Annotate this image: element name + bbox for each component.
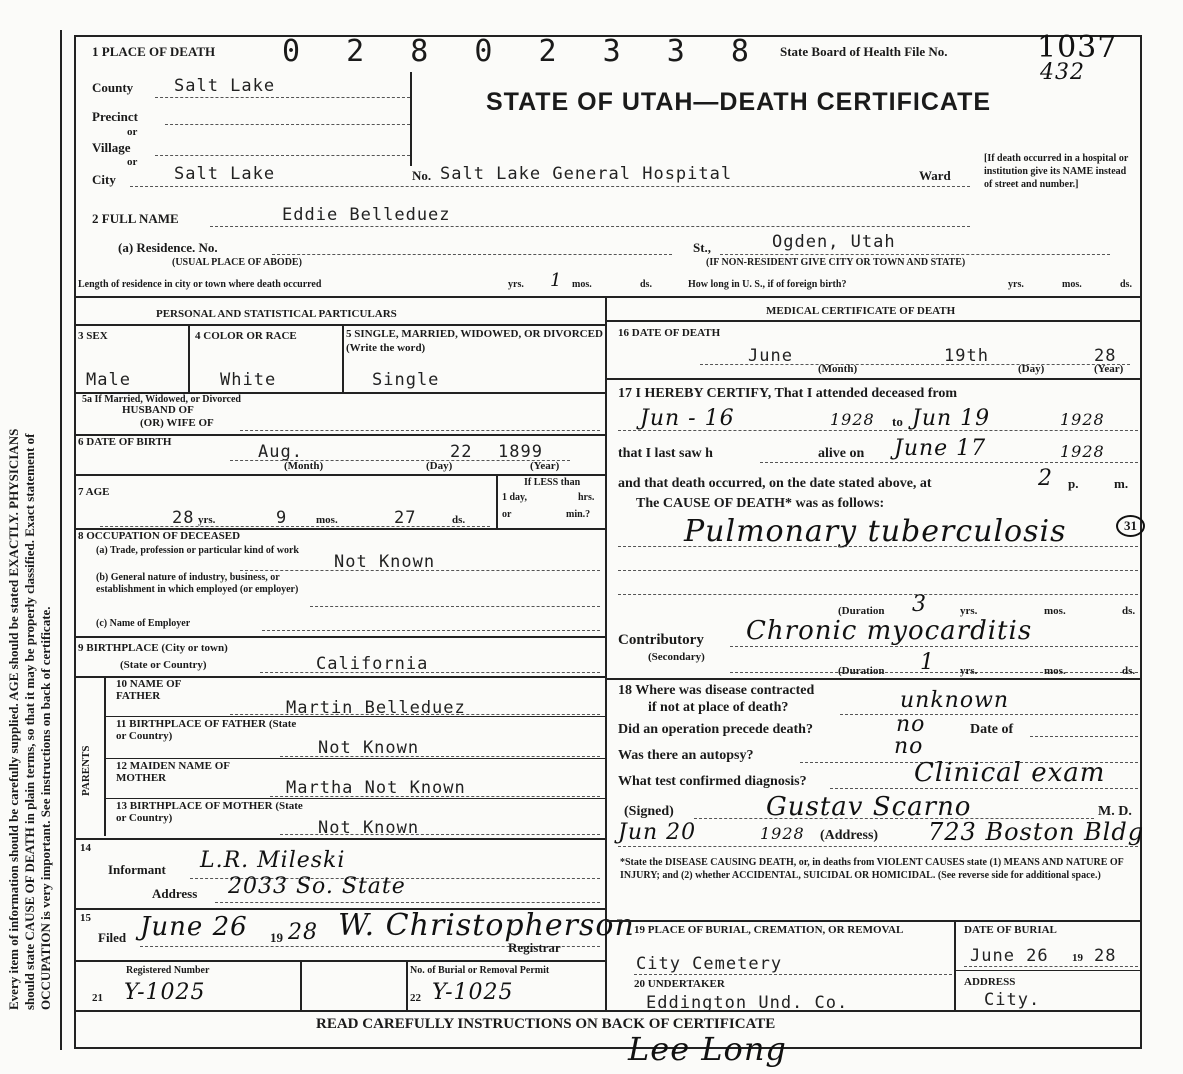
age-yrs-label: yrs. bbox=[198, 514, 216, 526]
footer-signature: Lee Long bbox=[628, 1030, 787, 1068]
res-mos-value: 1 bbox=[550, 270, 563, 291]
employer-label: (c) Name of Employer bbox=[96, 618, 191, 629]
file-no-label: State Board of Health File No. bbox=[780, 44, 948, 59]
age-ds-label: ds. bbox=[452, 514, 466, 526]
last-seen-date: June 17 bbox=[894, 436, 987, 461]
birthplace-label-1: 9 BIRTHPLACE (City or town) bbox=[78, 642, 228, 654]
contributory-value: Chronic myocarditis bbox=[746, 616, 1033, 646]
physician-address-value: 723 Boston Bldg bbox=[928, 818, 1145, 846]
informant-address-label: Address bbox=[152, 886, 198, 901]
less-label-5: min.? bbox=[566, 509, 591, 520]
secondary-label: (Secondary) bbox=[648, 651, 705, 663]
item-22-label: 22 bbox=[410, 992, 421, 1004]
sex-value: Male bbox=[86, 370, 131, 390]
race-label: 4 COLOR OR RACE bbox=[195, 330, 297, 342]
date-of-label: Date of bbox=[970, 722, 1014, 737]
less-label-1: If LESS than bbox=[524, 477, 581, 488]
filed-date: June 26 bbox=[140, 912, 248, 942]
contrib-duration-yrs: 1 bbox=[920, 650, 935, 675]
file-no: 1037 bbox=[1037, 30, 1118, 65]
age-ds: 27 bbox=[394, 508, 417, 528]
dob-day: 22 bbox=[450, 442, 473, 462]
item-18-label-2: if not at place of death? bbox=[648, 700, 789, 715]
us-yrs-label: yrs. bbox=[1008, 279, 1024, 290]
duration-label: (Duration bbox=[838, 605, 885, 617]
death-month: June bbox=[748, 346, 793, 366]
contrib-mos-label: mos. bbox=[1044, 665, 1066, 677]
mother-label: 12 MAIDEN NAME OF MOTHER bbox=[116, 760, 230, 784]
contrib-ds-label: ds. bbox=[1122, 665, 1136, 677]
duration-mos-label: mos. bbox=[1044, 605, 1066, 617]
attended-from: Jun - 16 bbox=[640, 406, 735, 431]
res-mos-label: mos. bbox=[572, 279, 592, 290]
nonresident-note: (IF NON-RESIDENT GIVE CITY OR TOWN AND STATE) bbox=[706, 257, 966, 268]
marital-label: 5 SINGLE, MARRIED, WIDOWED, OR DIVORCED (Write the word) bbox=[346, 328, 603, 354]
occupation-label: 8 OCCUPATION OF DECEASED bbox=[78, 530, 241, 542]
contracted-value: unknown bbox=[900, 688, 1010, 713]
margin-note-line2: should state CAUSE OF DEATH in plain terms, so that it may be properly classified. Exact statement of bbox=[22, 433, 37, 1010]
autopsy-label: Was there an autopsy? bbox=[618, 748, 754, 763]
attended-to: Jun 19 bbox=[912, 406, 991, 431]
no-label: No. bbox=[412, 168, 432, 183]
age-label: 7 AGE bbox=[78, 486, 110, 498]
ward-note: [If death occurred in a hospital or institution give its NAME instead of street and number.] bbox=[984, 153, 1129, 190]
street-label: St., bbox=[693, 240, 712, 255]
alive-on-label: alive on bbox=[818, 446, 865, 461]
informant-value: L.R. Mileski bbox=[200, 848, 346, 873]
sex-label: 3 SEX bbox=[78, 330, 108, 342]
or-label-1: or bbox=[127, 126, 138, 138]
mother-birthplace-value: Not Known bbox=[318, 818, 420, 838]
how-long-label: How long in U. S., if of foreign birth? bbox=[688, 279, 847, 290]
autopsy-value: no bbox=[894, 734, 924, 759]
contributory-label: Contributory bbox=[618, 632, 704, 648]
personal-section-title: PERSONAL AND STATISTICAL PARTICULARS bbox=[156, 308, 397, 320]
last-saw-label: that I last saw h bbox=[618, 446, 713, 461]
city-value: Salt Lake bbox=[174, 164, 276, 184]
us-ds-label: ds. bbox=[1120, 279, 1132, 290]
ward-label: Ward bbox=[919, 168, 951, 183]
contrib-yrs-label: yrs. bbox=[960, 665, 978, 677]
physician-signature: Gustav Scarno bbox=[766, 792, 972, 822]
attended-from-year: 1928 bbox=[830, 410, 875, 429]
duration-yrs-label: yrs. bbox=[960, 605, 978, 617]
death-date-label: 16 DATE OF DEATH bbox=[618, 327, 721, 339]
burial-date-label: DATE OF BURIAL bbox=[964, 924, 1057, 936]
death-day: 19th bbox=[944, 346, 989, 366]
reg-number-value: Y-1025 bbox=[124, 980, 206, 1005]
reg-number-label: Registered Number bbox=[126, 965, 210, 976]
signed-label: (Signed) bbox=[624, 804, 674, 819]
informant-address-value: 2033 So. State bbox=[228, 874, 406, 899]
father-birthplace-label: 11 BIRTHPLACE OF FATHER (State or Country) bbox=[116, 718, 297, 742]
precinct-label: Precinct bbox=[92, 109, 138, 124]
or-label-2: or bbox=[127, 156, 138, 168]
less-label-3: hrs. bbox=[578, 492, 595, 503]
less-label-4: or bbox=[502, 509, 512, 520]
burial-place-value: City Cemetery bbox=[636, 954, 783, 974]
last-seen-year: 1928 bbox=[1060, 442, 1105, 461]
spouse-label-2: HUSBAND OF bbox=[122, 404, 194, 416]
length-residence-label: Length of residence in city or town where death occurred bbox=[78, 279, 322, 290]
registrar-signature: W. Christopherson bbox=[338, 908, 635, 943]
undertaker-label: 20 UNDERTAKER bbox=[634, 978, 725, 990]
father-birthplace-value: Not Known bbox=[318, 738, 420, 758]
medical-section-title: MEDICAL CERTIFICATE OF DEATH bbox=[766, 305, 956, 317]
margin-note-line3: OCCUPATION is very important. See instructions on back of certificate. bbox=[38, 606, 53, 1010]
residence-label: (a) Residence. No. bbox=[118, 240, 218, 255]
contrib-duration-label: (Duration bbox=[838, 665, 885, 677]
file-no-extra: 432 bbox=[1040, 60, 1085, 85]
county-value: Salt Lake bbox=[174, 76, 276, 96]
cause-label: The CAUSE OF DEATH* was as follows: bbox=[636, 496, 885, 511]
burial-permit-value: Y-1025 bbox=[432, 980, 514, 1005]
age-mos-label: mos. bbox=[316, 514, 338, 526]
occupation-a-label: (a) Trade, profession or particular kind of work bbox=[96, 545, 299, 556]
spouse-label-3: (OR) WIFE OF bbox=[140, 417, 214, 429]
res-yrs-label: yrs. bbox=[508, 279, 524, 290]
dob-month-label: (Month) bbox=[284, 460, 324, 472]
signed-year: 1928 bbox=[760, 824, 805, 843]
age-yrs: 28 bbox=[172, 508, 195, 528]
serial-number: 0 2 8 0 2 3 3 8 bbox=[282, 34, 763, 69]
m-label: m. bbox=[1114, 476, 1129, 491]
margin-note-line1: Every item of information should be carefully supplied. AGE should be stated EXACTLY. PHYSICIANS bbox=[6, 428, 21, 1010]
p-label: p. bbox=[1068, 476, 1079, 491]
death-year-label: (Year) bbox=[1094, 363, 1124, 375]
village-label: Village bbox=[92, 140, 131, 155]
filed-label: Filed bbox=[98, 930, 127, 945]
death-occurred-label: and that death occurred, on the date stated above, at bbox=[618, 476, 932, 491]
institution-value: Salt Lake General Hospital bbox=[440, 164, 733, 184]
margin-rule bbox=[60, 30, 62, 1050]
filed-year: 28 bbox=[288, 920, 318, 945]
undertaker-address-value: City. bbox=[984, 990, 1041, 1010]
death-day-label: (Day) bbox=[1018, 363, 1045, 375]
mother-birthplace-label: 13 BIRTHPLACE OF MOTHER (State or Country) bbox=[116, 800, 303, 824]
dob-label: 6 DATE OF BIRTH bbox=[78, 436, 172, 448]
cause-value: Pulmonary tuberculosis bbox=[684, 514, 1067, 549]
item-21-label: 21 bbox=[92, 992, 103, 1004]
burial-year-prefix: 19 bbox=[1072, 952, 1083, 964]
death-month-label: (Month) bbox=[818, 363, 858, 375]
spouse-label-1: 5a If Married, Widowed, or Divorced bbox=[82, 394, 241, 405]
registrar-label: Registrar bbox=[508, 940, 561, 955]
usual-abode-label: (USUAL PLACE OF ABODE) bbox=[172, 257, 302, 268]
mother-value: Martha Not Known bbox=[286, 778, 466, 798]
birthplace-value: California bbox=[316, 654, 429, 674]
duration-ds-label: ds. bbox=[1122, 605, 1136, 617]
city-label: City bbox=[92, 172, 116, 187]
operation-value: no bbox=[896, 712, 926, 737]
residence-value: Ogden, Utah bbox=[772, 232, 896, 252]
cause-code: 31 bbox=[1116, 515, 1145, 537]
dob-year-label: (Year) bbox=[530, 460, 560, 472]
physician-address-label: (Address) bbox=[820, 828, 879, 843]
burial-date-value: June 26 bbox=[970, 946, 1049, 966]
race-value: White bbox=[220, 370, 277, 390]
county-label: County bbox=[92, 80, 134, 95]
duration-yrs: 3 bbox=[912, 592, 927, 617]
dob-day-label: (Day) bbox=[426, 460, 453, 472]
dob-month: Aug. bbox=[258, 442, 303, 462]
undertaker-value: Eddington Und. Co. bbox=[646, 993, 849, 1013]
informant-label: Informant bbox=[108, 862, 166, 877]
age-mos: 9 bbox=[276, 508, 288, 528]
marital-value: Single bbox=[372, 370, 440, 390]
res-ds-label: ds. bbox=[640, 279, 652, 290]
md-label: M. D. bbox=[1098, 804, 1132, 819]
full-name-label: 2 FULL NAME bbox=[92, 211, 179, 226]
full-name-value: Eddie Belleduez bbox=[282, 205, 451, 225]
death-hour: 2 bbox=[1038, 466, 1053, 491]
place-of-death-label: 1 PLACE OF DEATH bbox=[92, 44, 216, 59]
certificate-title: STATE OF UTAH—DEATH CERTIFICATE bbox=[486, 88, 992, 116]
father-label: 10 NAME OF FATHER bbox=[116, 678, 181, 702]
burial-permit-label: No. of Burial or Removal Permit bbox=[410, 965, 550, 976]
parents-label: PARENTS bbox=[80, 745, 92, 796]
signed-date: Jun 20 bbox=[618, 820, 697, 845]
filed-year-prefix: 19 bbox=[270, 930, 283, 945]
item-14-label: 14 bbox=[80, 842, 91, 854]
father-value: Martin Belleduez bbox=[286, 698, 466, 718]
death-year: 28 bbox=[1094, 346, 1117, 366]
occupation-b-label: (b) General nature of industry, business, or establishment in which employed (or employer) bbox=[96, 572, 299, 595]
to-label: to bbox=[892, 414, 903, 429]
read-carefully-label: READ CAREFULLY INSTRUCTIONS ON BACK OF CERTIFICATE bbox=[316, 1016, 776, 1032]
item-18-label-1: 18 Where was disease contracted bbox=[618, 683, 815, 698]
birthplace-label-2: (State or Country) bbox=[120, 659, 207, 671]
less-label-2: 1 day, bbox=[502, 492, 528, 503]
burial-year-value: 28 bbox=[1094, 946, 1117, 966]
us-mos-label: mos. bbox=[1062, 279, 1082, 290]
undertaker-address-label: ADDRESS bbox=[964, 976, 1016, 988]
test-value: Clinical exam bbox=[914, 758, 1106, 788]
test-label: What test confirmed diagnosis? bbox=[618, 774, 807, 789]
certify-label: 17 I HEREBY CERTIFY, That I attended deceased from bbox=[618, 386, 958, 401]
occupation-value: Not Known bbox=[334, 552, 436, 572]
operation-label: Did an operation precede death? bbox=[618, 722, 813, 737]
item-15-label: 15 bbox=[80, 912, 91, 924]
attended-to-year: 1928 bbox=[1060, 410, 1105, 429]
dob-year: 1899 bbox=[498, 442, 543, 462]
medical-footnote: *State the DISEASE CAUSING DEATH, or, in deaths from VIOLENT CAUSES state (1) MEANS AND NATURE OF INJURY; and (2) whether ACCIDENTAL, SUICIDAL OR HOMICIDAL. (See reverse side for additional space.) bbox=[620, 857, 1124, 881]
burial-place-label: 19 PLACE OF BURIAL, CREMATION, OR REMOVAL bbox=[634, 924, 904, 936]
